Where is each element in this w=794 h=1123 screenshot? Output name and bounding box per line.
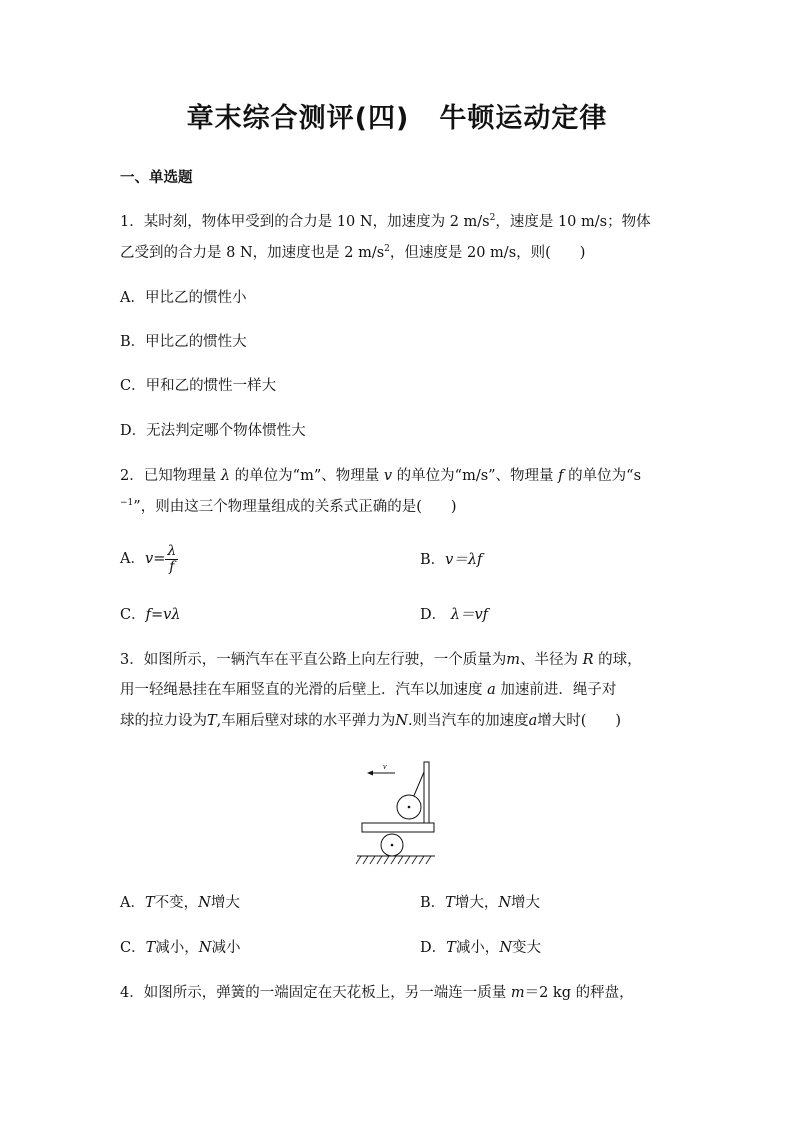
q3-option-d: D．T减小，N变大 — [420, 940, 541, 956]
q1-option-d: D．无法判定哪个物体惯性大 — [120, 423, 306, 439]
section-heading: 一、单选题 — [120, 170, 193, 186]
q3-option-b: B．T增大，N增大 — [420, 895, 541, 911]
truck-ball-figure — [355, 760, 445, 870]
q4-text-line1: 4．如图所示，弹簧的一端固定在天花板上，另一端连一质量 m＝2 kg 的秤盘， — [120, 985, 634, 1001]
q3-text-line3: 球的拉力设为T,车厢后壁对球的水平弹力为N.则当汽车的加速度a增大时( ) — [120, 713, 622, 729]
ball-center — [408, 806, 411, 809]
q3-option-c: C．T减小，N减小 — [120, 940, 241, 956]
q1-text-line1: 1．某时刻，物体甲受到的合力是 10 N，加速度为 2 $m/s^2$，速度是 10 m/s；物体 — [120, 213, 651, 230]
q3-option-a: A．T不变，N增大 — [120, 895, 240, 911]
q3-text-line1: 3．如图所示，一辆汽车在平直公路上向左行驶，一个质量为m、半径为 R 的球， — [120, 652, 642, 668]
q2-option-a: A．v= $\frac{\lambda}{f}$ — [120, 542, 177, 575]
ground-hatch — [356, 856, 431, 864]
title-main: 章末综合测评(四) — [186, 103, 410, 134]
q1-option-a: A．甲比乙的惯性小 — [120, 290, 247, 306]
q1-option-c: C．甲和乙的惯性一样大 — [120, 378, 277, 394]
fraction: $\frac{\lambda}{f}$ — [167, 542, 177, 575]
rear-wall — [424, 762, 429, 832]
velocity-label: v — [383, 762, 387, 771]
q2-option-c: C．f=vλ — [120, 607, 181, 623]
q2-option-d: D． λ＝vf — [420, 607, 488, 623]
page-title — [0, 96, 794, 135]
q2-option-b: B．v＝λf — [420, 552, 483, 568]
q2-text-line2: $^{-1}$”，则由这三个物理量组成的关系式正确的是( ) — [120, 498, 457, 515]
q1-text-line2: 乙受到的合力是 8 N，加速度也是 2 $m/s^2$，但速度是 20 m/s，则( ) — [120, 244, 586, 261]
arrow-head — [367, 771, 373, 776]
q2-text-line1: 2．已知物理量 λ 的单位为“m”、物理量 v 的单位为“m/s”、物理量 f 的单位为“s — [120, 468, 642, 484]
title-sub: 牛顿运动定律 — [439, 103, 608, 134]
q1-option-b: B．甲比乙的惯性大 — [120, 334, 247, 350]
cart-floor — [362, 823, 434, 832]
q3-text-line2: 用一轻绳悬挂在车厢竖直的光滑的后壁上．汽车以加速度 a 加速前进．绳子对 — [120, 682, 617, 698]
wheel-center — [391, 844, 394, 847]
